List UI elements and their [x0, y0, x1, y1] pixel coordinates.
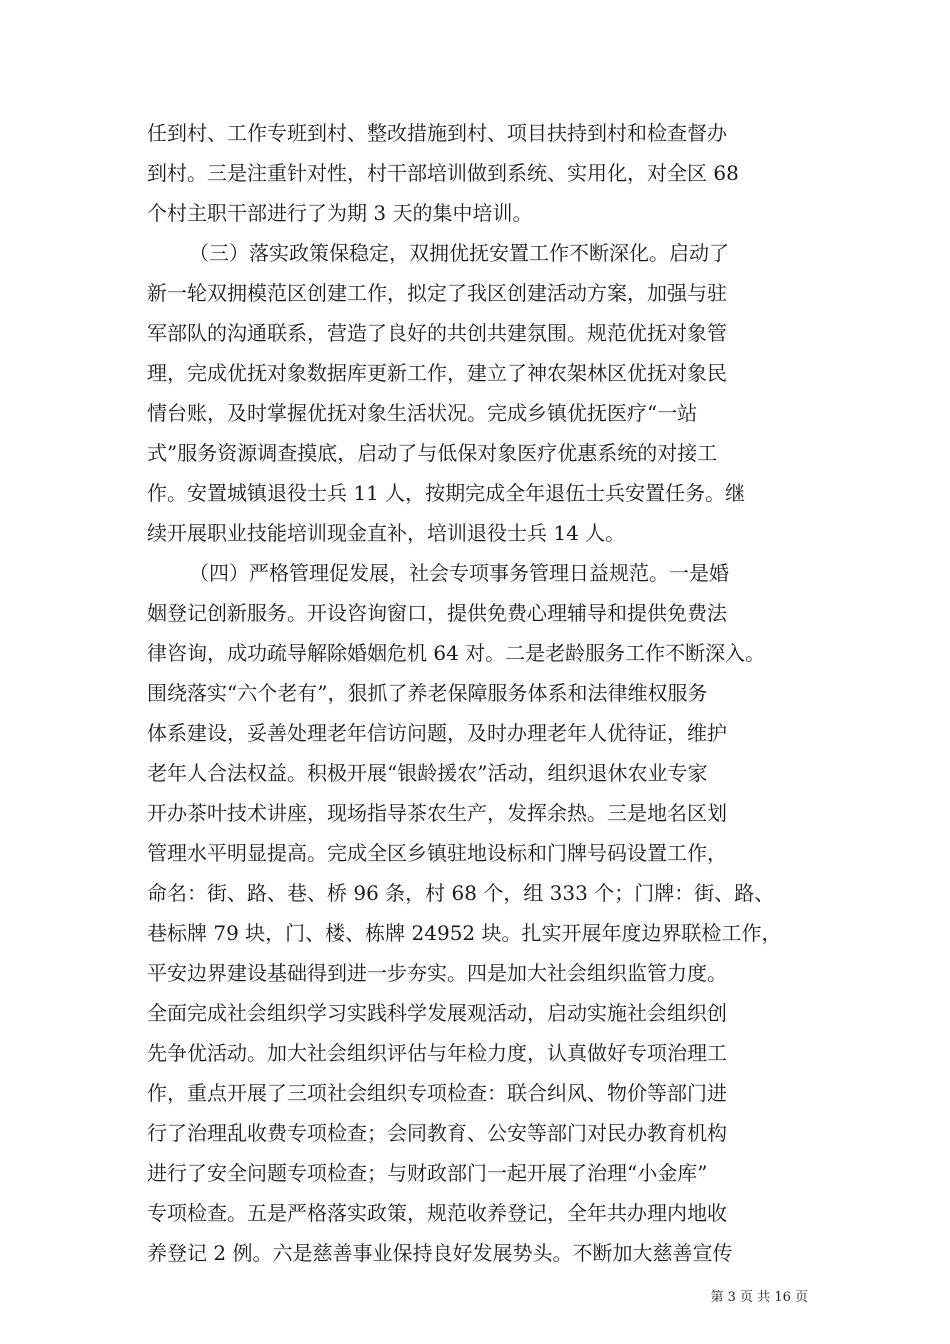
text-line: 式”服务资源调查摸底，启动了与低保对象医疗优惠系统的对接工 — [147, 441, 718, 465]
text-line: 体系建设，妥善处理老年信访问题，及时办理老年人优待证，维护 — [147, 721, 727, 745]
text-line: 进行了安全问题专项检查；与财政部门一起开展了治理“小金库” — [147, 1161, 708, 1185]
text-line: 巷标牌 79 块，门、楼、栋牌 24952 块。扎实开展年度边界联检工作， — [147, 921, 782, 945]
text-line: 老年人合法权益。积极开展“银龄援农”活动，组织退休农业专家 — [147, 761, 708, 785]
text-line: 军部队的沟通联系，营造了良好的共创共建氛围。规范优抚对象管 — [147, 321, 727, 345]
text-line: 专项检查。五是严格落实政策，规范收养登记，全年共办理内地收 — [147, 1201, 727, 1225]
text-line: 到村。三是注重针对性，村干部培训做到系统、实用化，对全区 68 — [147, 161, 739, 185]
paragraph-4-start: （四）严格管理促发展，社会专项事务管理日益规范。一是婚 — [189, 561, 729, 585]
text-line: 情台账，及时掌握优抚对象生活状况。完成乡镇优抚医疗“一站 — [147, 401, 698, 425]
text-line: 行了治理乱收费专项检查；会同教育、公安等部门对民办教育机构 — [147, 1121, 727, 1145]
text-line: 姻登记创新服务。开设咨询窗口，提供免费心理辅导和提供免费法 — [147, 601, 727, 625]
text-line: 先争优活动。加大社会组织评估与年检力度，认真做好专项治理工 — [147, 1041, 727, 1065]
text-line: 管理水平明显提高。完成全区乡镇驻地设标和门牌号码设置工作， — [147, 841, 727, 865]
text-line: 理，完成优抚对象数据库更新工作，建立了神农架林区优抚对象民 — [147, 361, 727, 385]
text-line: 全面完成社会组织学习实践科学发展观活动，启动实施社会组织创 — [147, 1001, 727, 1025]
text-line: 作，重点开展了三项社会组织专项检查：联合纠风、物价等部门进 — [147, 1081, 727, 1105]
text-line: 作。安置城镇退役士兵 11 人，按期完成全年退伍士兵安置任务。继 — [147, 481, 746, 505]
text-line: 平安边界建设基础得到进一步夯实。四是加大社会组织监管力度。 — [147, 961, 727, 985]
paragraph-3-start: （三）落实政策保稳定，双拥优抚安置工作不断深化。启动了 — [189, 241, 729, 265]
text-line: 律咨询，成功疏导解除婚姻危机 64 对。二是老龄服务工作不断深入。 — [147, 641, 766, 665]
text-line: 新一轮双拥模范区创建工作，拟定了我区创建活动方案，加强与驻 — [147, 281, 727, 305]
text-line: 命名：街、路、巷、桥 96 条，村 68 个，组 333 个；门牌：街、路、 — [147, 881, 775, 905]
text-line: 开办茶叶技术讲座，现场指导茶农生产，发挥余热。三是地名区划 — [147, 801, 727, 825]
text-line: 个村主职干部进行了为期 3 天的集中培训。 — [147, 201, 533, 225]
text-line: 续开展职业技能培训现金直补，培训退役士兵 14 人。 — [147, 521, 626, 545]
text-line: 养登记 2 例。六是慈善事业保持良好发展势头。不断加大慈善宣传 — [147, 1241, 733, 1265]
text-line: 围绕落实“六个老有”，狠抓了养老保障服务体系和法律维权服务 — [147, 681, 708, 705]
page-number: 第 3 页 共 16 页 — [710, 1290, 808, 1305]
text-line: 任到村、工作专班到村、整改措施到村、项目扶持到村和检查督办 — [147, 121, 727, 145]
